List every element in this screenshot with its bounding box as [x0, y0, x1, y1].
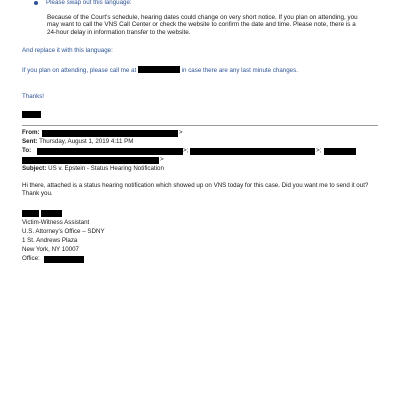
signature-address-1: 1 St. Andrews Plaza [22, 237, 78, 244]
sent-value: Thursday, August 1, 2019 4:11 PM [39, 138, 134, 145]
replacement-text-after: in case there are any last minute changes. [181, 67, 298, 74]
bullet-dot [34, 1, 38, 5]
thanks-text: Thanks! [22, 93, 45, 100]
redacted-phone [138, 66, 180, 73]
redacted-sender-name [22, 111, 41, 118]
email-from-row [22, 129, 40, 137]
quoted-paragraph: Because of the Court's schedule, hearing dates could change on very short notice. If you plan on attending, you may want to call the VNS Call Center or check the website to confirm the date and time. Please note, there is a 24-hour delay in information transfer to the website. [47, 14, 358, 36]
redacted-signer-first [22, 210, 39, 217]
replacement-line [22, 66, 298, 75]
email-to-row [22, 147, 31, 155]
from-label: From: [22, 129, 40, 136]
sent-label: Sent: [22, 138, 38, 145]
signature-office-label: Office: [22, 255, 40, 262]
redacted-signer-last [41, 210, 62, 217]
email-sent-row [22, 138, 133, 146]
from-suffix: > [179, 129, 183, 136]
to-suffix: > [160, 156, 164, 163]
redacted-to-3 [324, 148, 356, 155]
to-separator-2: >; [316, 147, 322, 154]
signature-address-2: New York, NY 10007 [22, 246, 79, 253]
replace-instruction: And replace it with this language: [22, 47, 113, 54]
redacted-to-1 [37, 148, 183, 155]
redacted-to-4 [22, 157, 159, 164]
redacted-to-2 [190, 148, 315, 155]
email-subject-row [22, 165, 164, 173]
signature-office: U.S. Attorney's Office – SDNY [22, 228, 105, 235]
redacted-from [42, 130, 178, 137]
redacted-office-phone [44, 256, 84, 263]
to-label: To: [22, 147, 32, 154]
email-divider [22, 125, 378, 126]
subject-label: Subject: [22, 165, 47, 172]
email-body: Hi there, attached is a status hearing notification which showed up on VNS today for this case. Did you want me to send it out? Thank you. [22, 182, 369, 197]
replacement-text-before: If you plan on attending, please call me at [22, 67, 137, 74]
bullet-text: Please swap out this language: [46, 0, 132, 6]
signature-title: Victim-Witness Assistant [22, 219, 90, 226]
subject-value: US v. Epstein - Status Hearing Notification [48, 165, 164, 172]
to-separator-1: >; [183, 147, 189, 154]
